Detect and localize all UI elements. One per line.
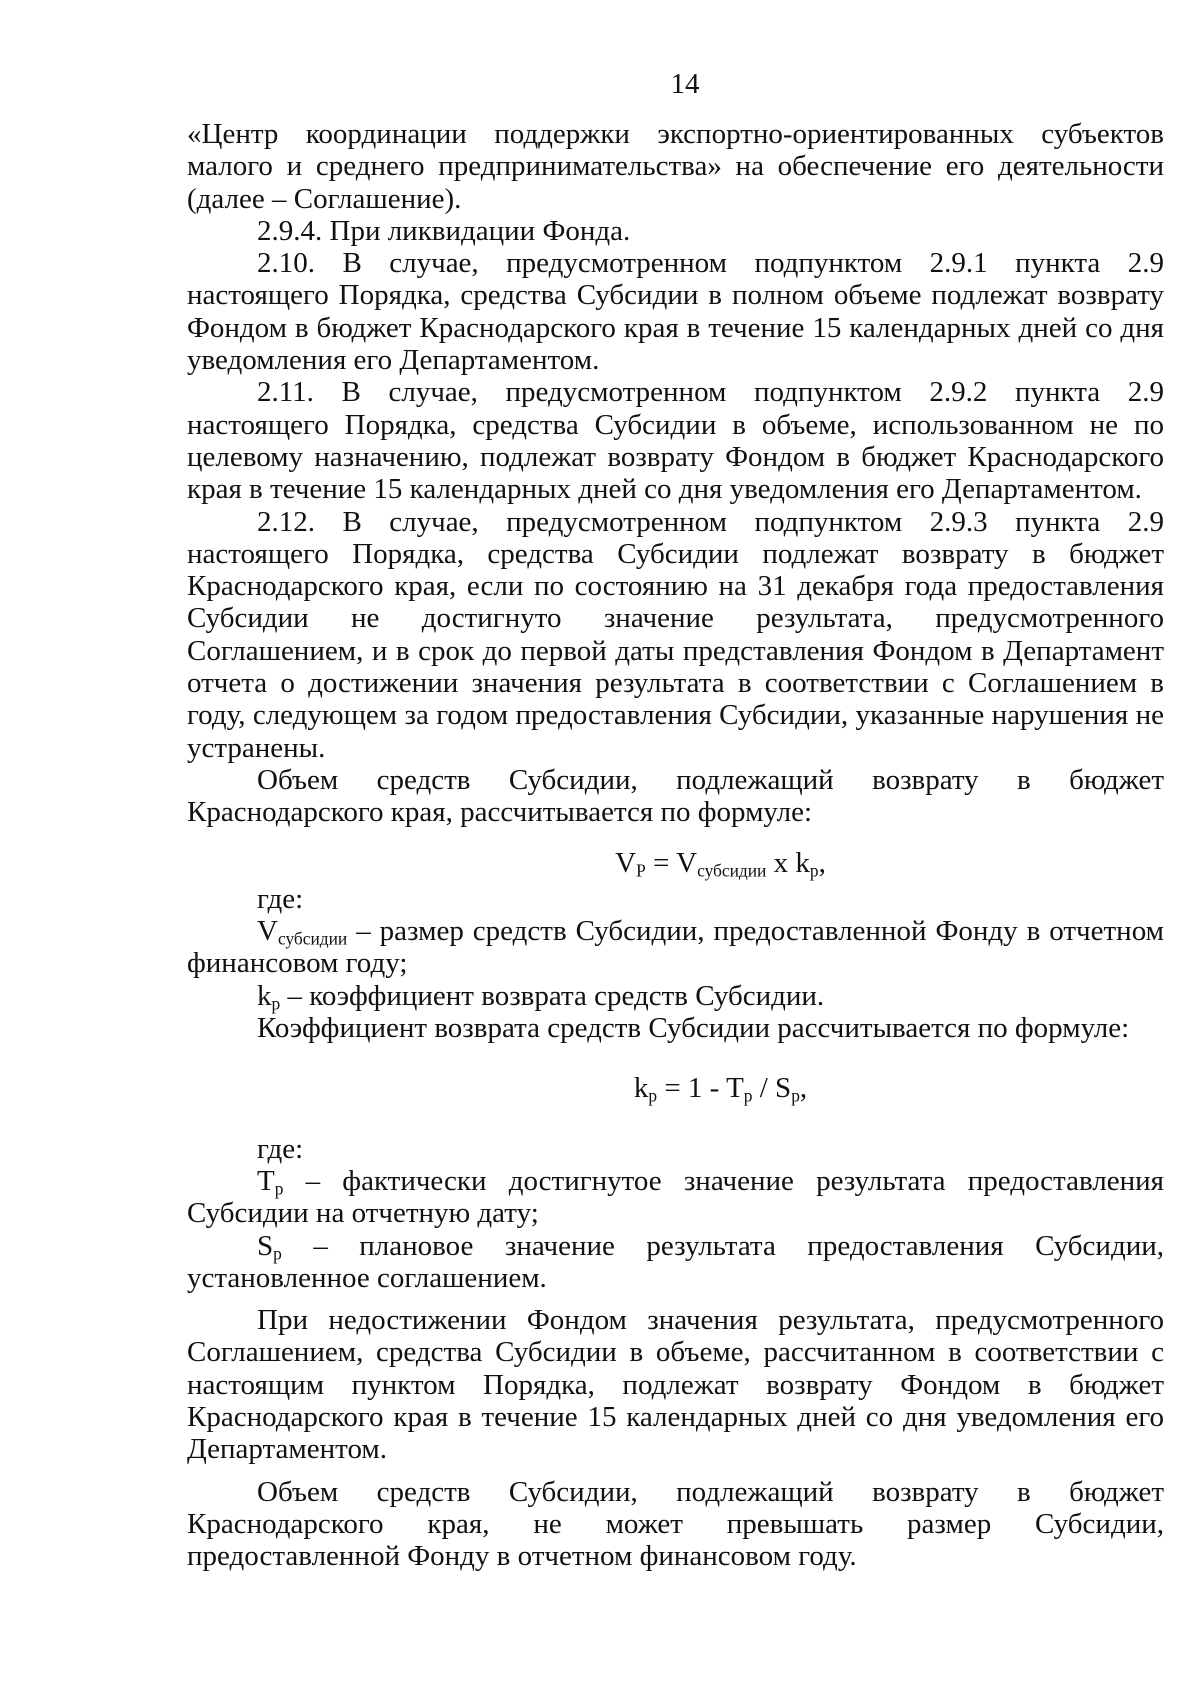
formula2-middle: = 1 - (657, 1072, 727, 1105)
formula2-t: T (726, 1072, 744, 1105)
symbol-v: V (257, 915, 278, 948)
formula1-times: x (766, 846, 796, 879)
formula1-equals: = (645, 846, 677, 879)
symbol-t: T (257, 1164, 275, 1197)
symbol-k-subscript: p (271, 993, 281, 1014)
formula2-t-subscript: p (743, 1085, 753, 1106)
formula1-lhs-subscript: P (636, 859, 646, 880)
formula2-s-subscript: p (791, 1085, 800, 1106)
where-label-1: где: (257, 882, 304, 915)
paragraph-non-achievement: При недостижении Фондом значения результата, предусмотренного Соглашением, средства Субсидии в объеме, рассчитанном в соответствии с настоящим пунктом Порядка, подлежат возврату Фондом в бюджет Краснодарского края в течение 15 календарных дней со дня уведомления его Департаментом. (187, 1304, 1164, 1466)
paragraph-2-10: 2.10. В случае, предусмотренном подпунктом 2.9.1 пункта 2.9 настоящего Порядка, средства Субсидии в полном объеме подлежат возврату Фондом в бюджет Краснодарского края в течение 15 календарных дней со дня уведомления его Департаментом. (187, 247, 1164, 377)
definition-sp-text: – плановое значение результата предоставления Субсидии, установленное соглашением. (187, 1229, 1164, 1294)
symbol-s-subscript: p (273, 1242, 282, 1263)
paragraph-volume-formula-intro: Объем средств Субсидии, подлежащий возврату в бюджет Краснодарского края, рассчитывается по формуле: (187, 763, 1164, 829)
formula-refund-volume (187, 847, 1164, 879)
symbol-k: k (257, 979, 272, 1012)
definition-sp (187, 1230, 1164, 1295)
definition-tp-text: – фактически достигнутое значение результата предоставления Субсидии на отчетную дату; (187, 1164, 1164, 1230)
where-label-2: где: (257, 1132, 304, 1165)
definition-tp (187, 1165, 1164, 1230)
formula2-k: k (633, 1072, 649, 1105)
paragraph-continuation: «Центр координации поддержки экспортно-ориентированных субъектов малого и среднего предпринимательства» на обеспечение его деятельности (далее – Соглашение). (187, 118, 1164, 215)
formula1-k: k (795, 846, 810, 879)
definition-v-text: – размер средств Субсидии, предоставленной Фонду в отчетном финансовом году; (187, 915, 1164, 980)
paragraph-coefficient-formula-intro: Коэффициент возврата средств Субсидии рассчитывается по формуле: (257, 1012, 1130, 1045)
page-number: 14 (670, 68, 700, 100)
document-body (187, 118, 1164, 1572)
formula2-s: S (775, 1072, 792, 1105)
formula2-end: , (799, 1072, 808, 1105)
formula-refund-coefficient (187, 1072, 1164, 1104)
formula1-v-subscript: субсидии (697, 859, 767, 880)
formula2-k-subscript: p (648, 1085, 658, 1106)
paragraph-2-12: 2.12. В случае, предусмотренном подпунктом 2.9.3 пункта 2.9 настоящего Порядка, средства Субсидии подлежат возврату в бюджет Краснодарского края, если по состоянию на 31 декабря года предоставления Субсидии не достигнуто значение результата, предусмотренного Соглашением, и в срок до первой даты представления Фондом в Департамент отчета о достижении значения результата в соответствии с Соглашением в году, следующем за годом предоставления Субсидии, указанные нарушения не устранены. (187, 505, 1164, 764)
formula2-div: / (752, 1072, 776, 1105)
formula1-v: V (676, 846, 698, 879)
formula1-lhs: V (615, 846, 637, 879)
paragraph-2-9-4: 2.9.4. При ликвидации Фонда. (257, 214, 631, 247)
symbol-v-subscript: субсидии (277, 928, 348, 949)
definition-kp (187, 980, 1164, 1012)
symbol-t-subscript: p (274, 1178, 284, 1199)
formula1-end: , (818, 846, 826, 879)
formula1-k-subscript: p (809, 859, 819, 880)
paragraph-refund-limit: Объем средств Субсидии, подлежащий возврату в бюджет Краснодарского края, не может превышать размер Субсидии, предоставленной Фонду в отчетном финансовом году. (187, 1475, 1164, 1573)
definition-kp-text: – коэффициент возврата средств Субсидии. (280, 979, 825, 1012)
symbol-s: S (257, 1229, 274, 1262)
definition-v-subsidy (187, 915, 1164, 980)
paragraph-2-11: 2.11. В случае, предусмотренном подпунктом 2.9.2 пункта 2.9 настоящего Порядка, средства Субсидии в объеме, использованном не по целевому назначению, подлежат возврату Фондом в бюджет Краснодарского края в течение 15 календарных дней со дня уведомления его Департаментом. (187, 376, 1164, 506)
